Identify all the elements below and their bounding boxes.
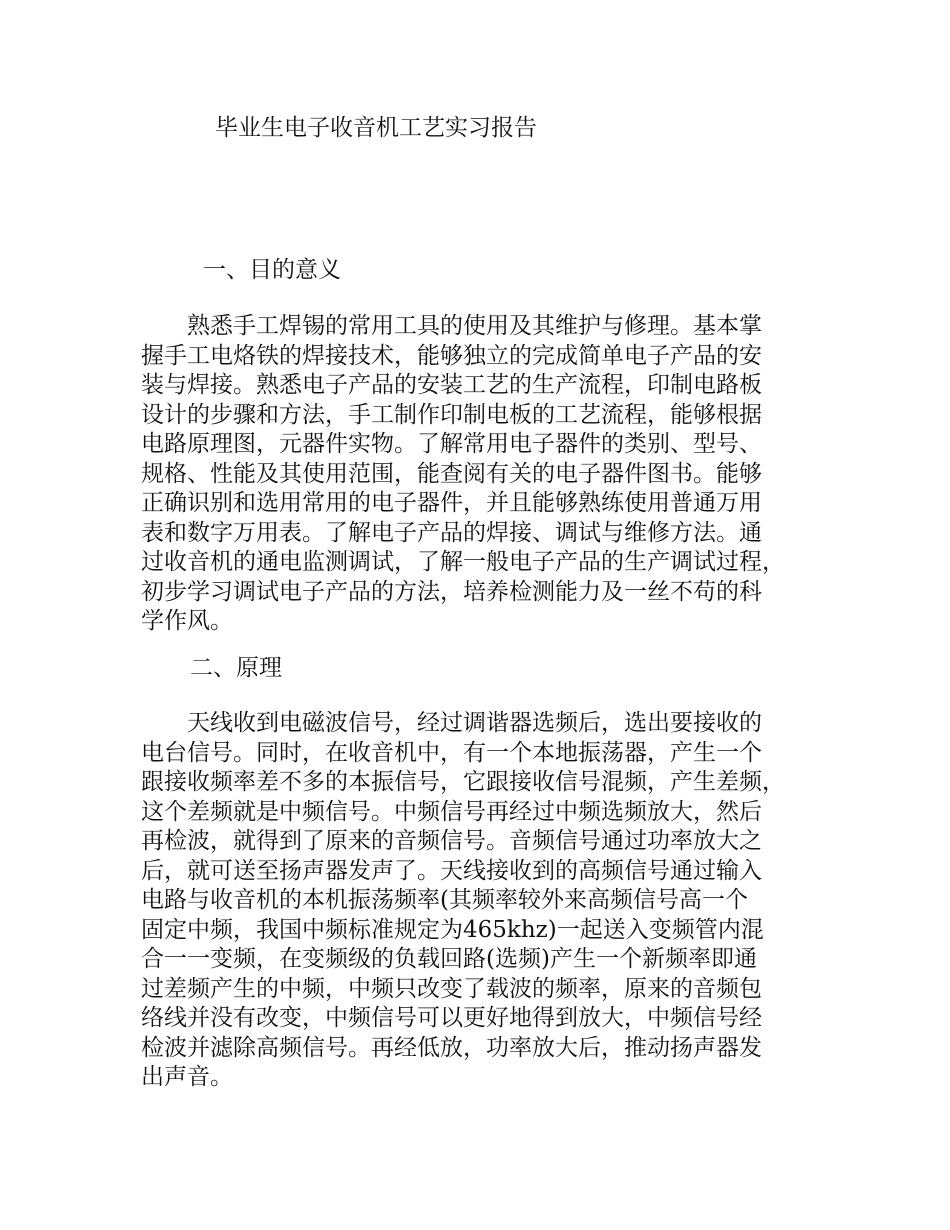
paragraph-line: 过收音机的通电监测调试，了解一般电子产品的生产调试过程，: [141, 549, 785, 575]
paragraph-line: 电路原理图，元器件实物。了解常用电子器件的类别、型号、: [141, 431, 762, 457]
paragraph-line: 过差频产生的中频，中频只改变了载波的频率，原来的音频包: [141, 975, 762, 1002]
paragraph-line: 学作风。: [141, 608, 233, 634]
paragraph-line: 设计的步骤和方法，手工制作印制电板的工艺流程，能够根据: [141, 401, 762, 428]
paragraph-line: 再检波，就得到了原来的音频信号。音频信号通过功率放大之: [141, 828, 762, 854]
paragraph-line: 后，就可送至扬声器发声了。天线接收到的高频信号通过输入: [141, 857, 762, 884]
document-title: 毕业生电子收音机工艺实习报告: [215, 115, 537, 141]
paragraph-line: 检波并滤除高频信号。再经低放，功率放大后，推动扬声器发: [141, 1034, 762, 1061]
paragraph-line: 出声音。: [141, 1064, 233, 1090]
paragraph-line: 电路与收音机的本机振荡频率(其频率较外来高频信号高一个: [141, 887, 748, 913]
paragraph-line: 电台信号。同时，在收音机中，有一个本地振荡器，产生一个: [141, 739, 762, 766]
section-paragraph-principle: [141, 709, 831, 1093]
paragraph-line: 络线并没有改变，中频信号可以更好地得到放大，中频信号经: [141, 1005, 762, 1031]
paragraph-line: 熟悉手工焊锡的常用工具的使用及其维护与修理。基本掌: [141, 313, 762, 339]
paragraph-line: 正确识别和选用常用的电子器件，并且能够熟练使用普通万用: [141, 490, 762, 516]
paragraph-line: 这个差频就是中频信号。中频信号再经过中频选频放大，然后: [141, 798, 762, 825]
paragraph-line: 装与焊接。熟悉电子产品的安装工艺的生产流程，印制电路板: [141, 372, 762, 398]
paragraph-line: 固定中频，我国中频标准规定为465khz)一起送入变频管内混: [141, 916, 764, 943]
section-heading-purpose: 一、目的意义: [203, 257, 341, 283]
paragraph-line: 合一一变频，在变频级的负载回路(选频)产生一个新频率即通: [141, 946, 757, 972]
paragraph-line: 初步学习调试电子产品的方法，培养检测能力及一丝不苟的科: [141, 578, 762, 605]
paragraph-line: 规格、性能及其使用范围，能查阅有关的电子器件图书。能够: [141, 460, 762, 487]
paragraph-line: 握手工电烙铁的焊接技术，能够独立的完成简单电子产品的安: [141, 342, 762, 369]
paragraph-line: 表和数字万用表。了解电子产品的焊接、调试与维修方法。通: [141, 519, 762, 546]
section-paragraph-purpose: [141, 312, 831, 637]
paragraph-line: 跟接收频率差不多的本振信号，它跟接收信号混频，产生差频，: [141, 769, 785, 795]
section-heading-principle: 二、原理: [190, 655, 282, 681]
paragraph-line: 天线收到电磁波信号，经过调谐器选频后，选出要接收的: [141, 710, 762, 736]
